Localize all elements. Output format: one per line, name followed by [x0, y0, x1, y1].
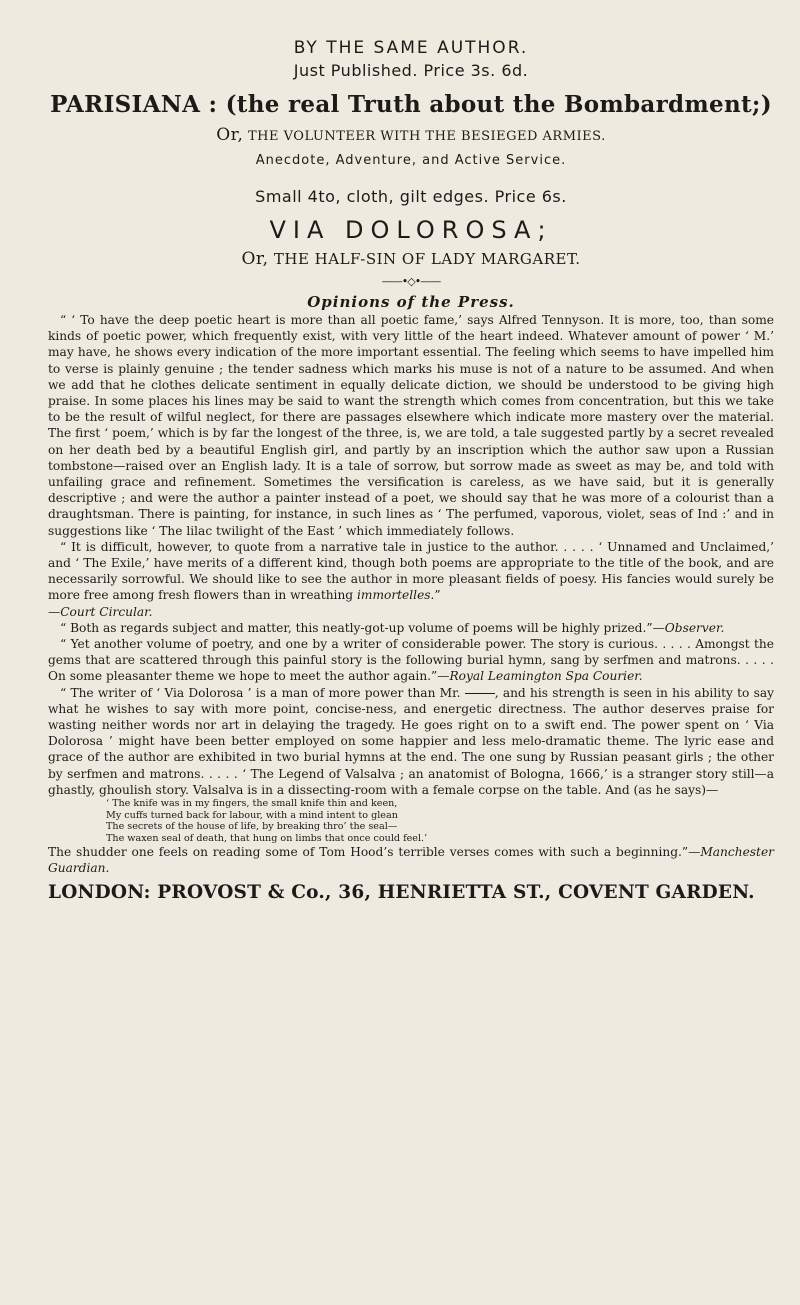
review-paragraph: “ Yet another volume of poetry, and one by a writer of considerable power. The story is curious. . . . . Amongst the gems that are scattered through this painful story is the following burial hymn, sang by serfmen and matrons. . . . . On some pleasanter theme we hope to meet the author again.”—Royal Leamington Spa Courier. [48, 637, 774, 684]
opinions-of-press-heading: Opinions of the Press. [307, 293, 515, 311]
review-paragraph: “ It is difficult, however, to quote from a narrative tale in justice to the author. . . . . ‘ Unnamed and Unclaimed,’ and ‘ The Exile,’ have merits of a different kind, though both poems are appropriate to the title of the book, and are necessarily sorrowful. We should like to see the author in more pleasant fields of poesy. His fancies would surely be more free among fresh flowers than in wreathing immortelles.” —Court Circular. [48, 539, 774, 619]
verse-line: The waxen seal of death, that hung on limbs that once could feel.’ [106, 832, 428, 844]
review-paragraph: “ The writer of ‘ Via Dolorosa ’ is a man of more power than Mr. , and his strength is seen in his ability to say what he wishes to say with more point, concise-ness, and energetic directness. The author deserves praise for wasting neither words nor art in delaying the tragedy. He goes right on to a swift end. The power spent on ‘ Via Dolorosa ’ might have been better employed on some happier and less melo-dramatic theme. The lyric ease and grace of the author are exhibited in two burial hymns at the end. The one sung by Russian peasant girls ; the other by serfmen and matrons. . . . . ‘ The Legend of Valsalva ; an anatomist of Bologna, 1666,’ is a stranger story still—a ghastly, ghoulish story. Valsalva is in a dissecting-room with a female corpse on the table. And (as he says)— [48, 685, 774, 797]
via-dolorosa-subtitle [48, 246, 774, 272]
subtitle-or: Or, [216, 125, 244, 145]
press-reviews [48, 312, 774, 877]
via-dolorosa-title: VIA DOLOROSA; [269, 216, 553, 244]
via-dolorosa-format-price: Small 4to, cloth, gilt edges. Price 6s. [255, 187, 567, 206]
review-paragraph: The shudder one feels on reading some of Tom Hood’s terrible verses comes with such a beginning.”—Manchester Guardian. [48, 845, 774, 876]
parisiana-tagline: Anecdote, Adventure, and Active Service. [255, 153, 567, 168]
parisiana-subtitle [48, 122, 774, 150]
publisher-imprint: LONDON: PROVOST & Co., 36, HENRIETTA ST., COVENT GARDEN. [48, 881, 755, 903]
by-same-author-heading: BY THE SAME AUTHOR. [293, 38, 529, 58]
verse-line: The secrets of the house of life, by breaking thro’ the seal— [106, 821, 398, 833]
review-paragraph: “ Both as regards subject and matter, this neatly-got-up volume of poems will be highly prized.”—Observer. [60, 620, 725, 635]
review-paragraph: “ ‘ To have the deep poetic heart is more than all poetic fame,’ says Alfred Tennyson. It is more, too, than some kinds of poetic power, which frequently exist, with very little of the heart indeed. Whatever amount of power ‘ M.’ may have, he shows every indication of the more important essential. The feeling which seems to have impelled him to verse is plainly genuine ; the tender sadness which marks his muse is not of a nature to be assumed. And when we add that he clothes delicate sentiment in equally delicate diction, we should be understood to be giving high praise. In some places his lines may be said to want the strength which comes from concentration, but this we take to be the result of wilful neglect, for there are passages elsewhere which indicate more mastery over the material. The first ‘ poem,’ which is by far the longest of the three, is, we are told, a tale suggested partly by a secret revealed on her death bed by a beautiful English girl, and partly by an inscription which the author saw upon a Russian tombstone—raised over an English lady. It is a tale of sorrow, but sorrow made as sweet as may be, and told with unfailing grace and refinement. Sometimes the versification is careless, as we have said, but it is generally descriptive ; and were the author a painter instead of a poet, we should say that he was more of a colourist than a draughtsman. There is painting, for instance, in such lines as ‘ The perfumed, vaporous, violet, seas of Ind :’ and in suggestions like ‘ The lilac twilight of the East ’ which immediately follows. [48, 313, 774, 538]
quoted-verse [106, 798, 774, 844]
ornament-divider: ——•◇•—— [381, 275, 441, 288]
review-source: —Observer. [652, 620, 725, 635]
review-source: —Royal Leamington Spa Courier. [437, 669, 643, 684]
review-source: —Court Circular. [48, 604, 153, 619]
subtitle-or: Or, [241, 249, 269, 269]
verse-line: My cuffs turned back for labour, with a mind intent to glean [106, 809, 398, 821]
subtitle-rest: THE VOLUNTEER WITH THE BESIEGED ARMIES. [248, 129, 606, 144]
parisiana-title: PARISIANA : (the real Truth about the Bombardment;) [50, 91, 772, 118]
name-omitted-dash [465, 693, 495, 694]
subtitle-rest: THE HALF-SIN OF LADY MARGARET. [273, 250, 581, 268]
review-source: —Manchester Guardian. [48, 845, 774, 876]
just-published-line: Just Published. Price 3s. 6d. [293, 61, 529, 80]
verse-line: ‘ The knife was in my fingers, the small knife thin and keen, [106, 798, 398, 810]
